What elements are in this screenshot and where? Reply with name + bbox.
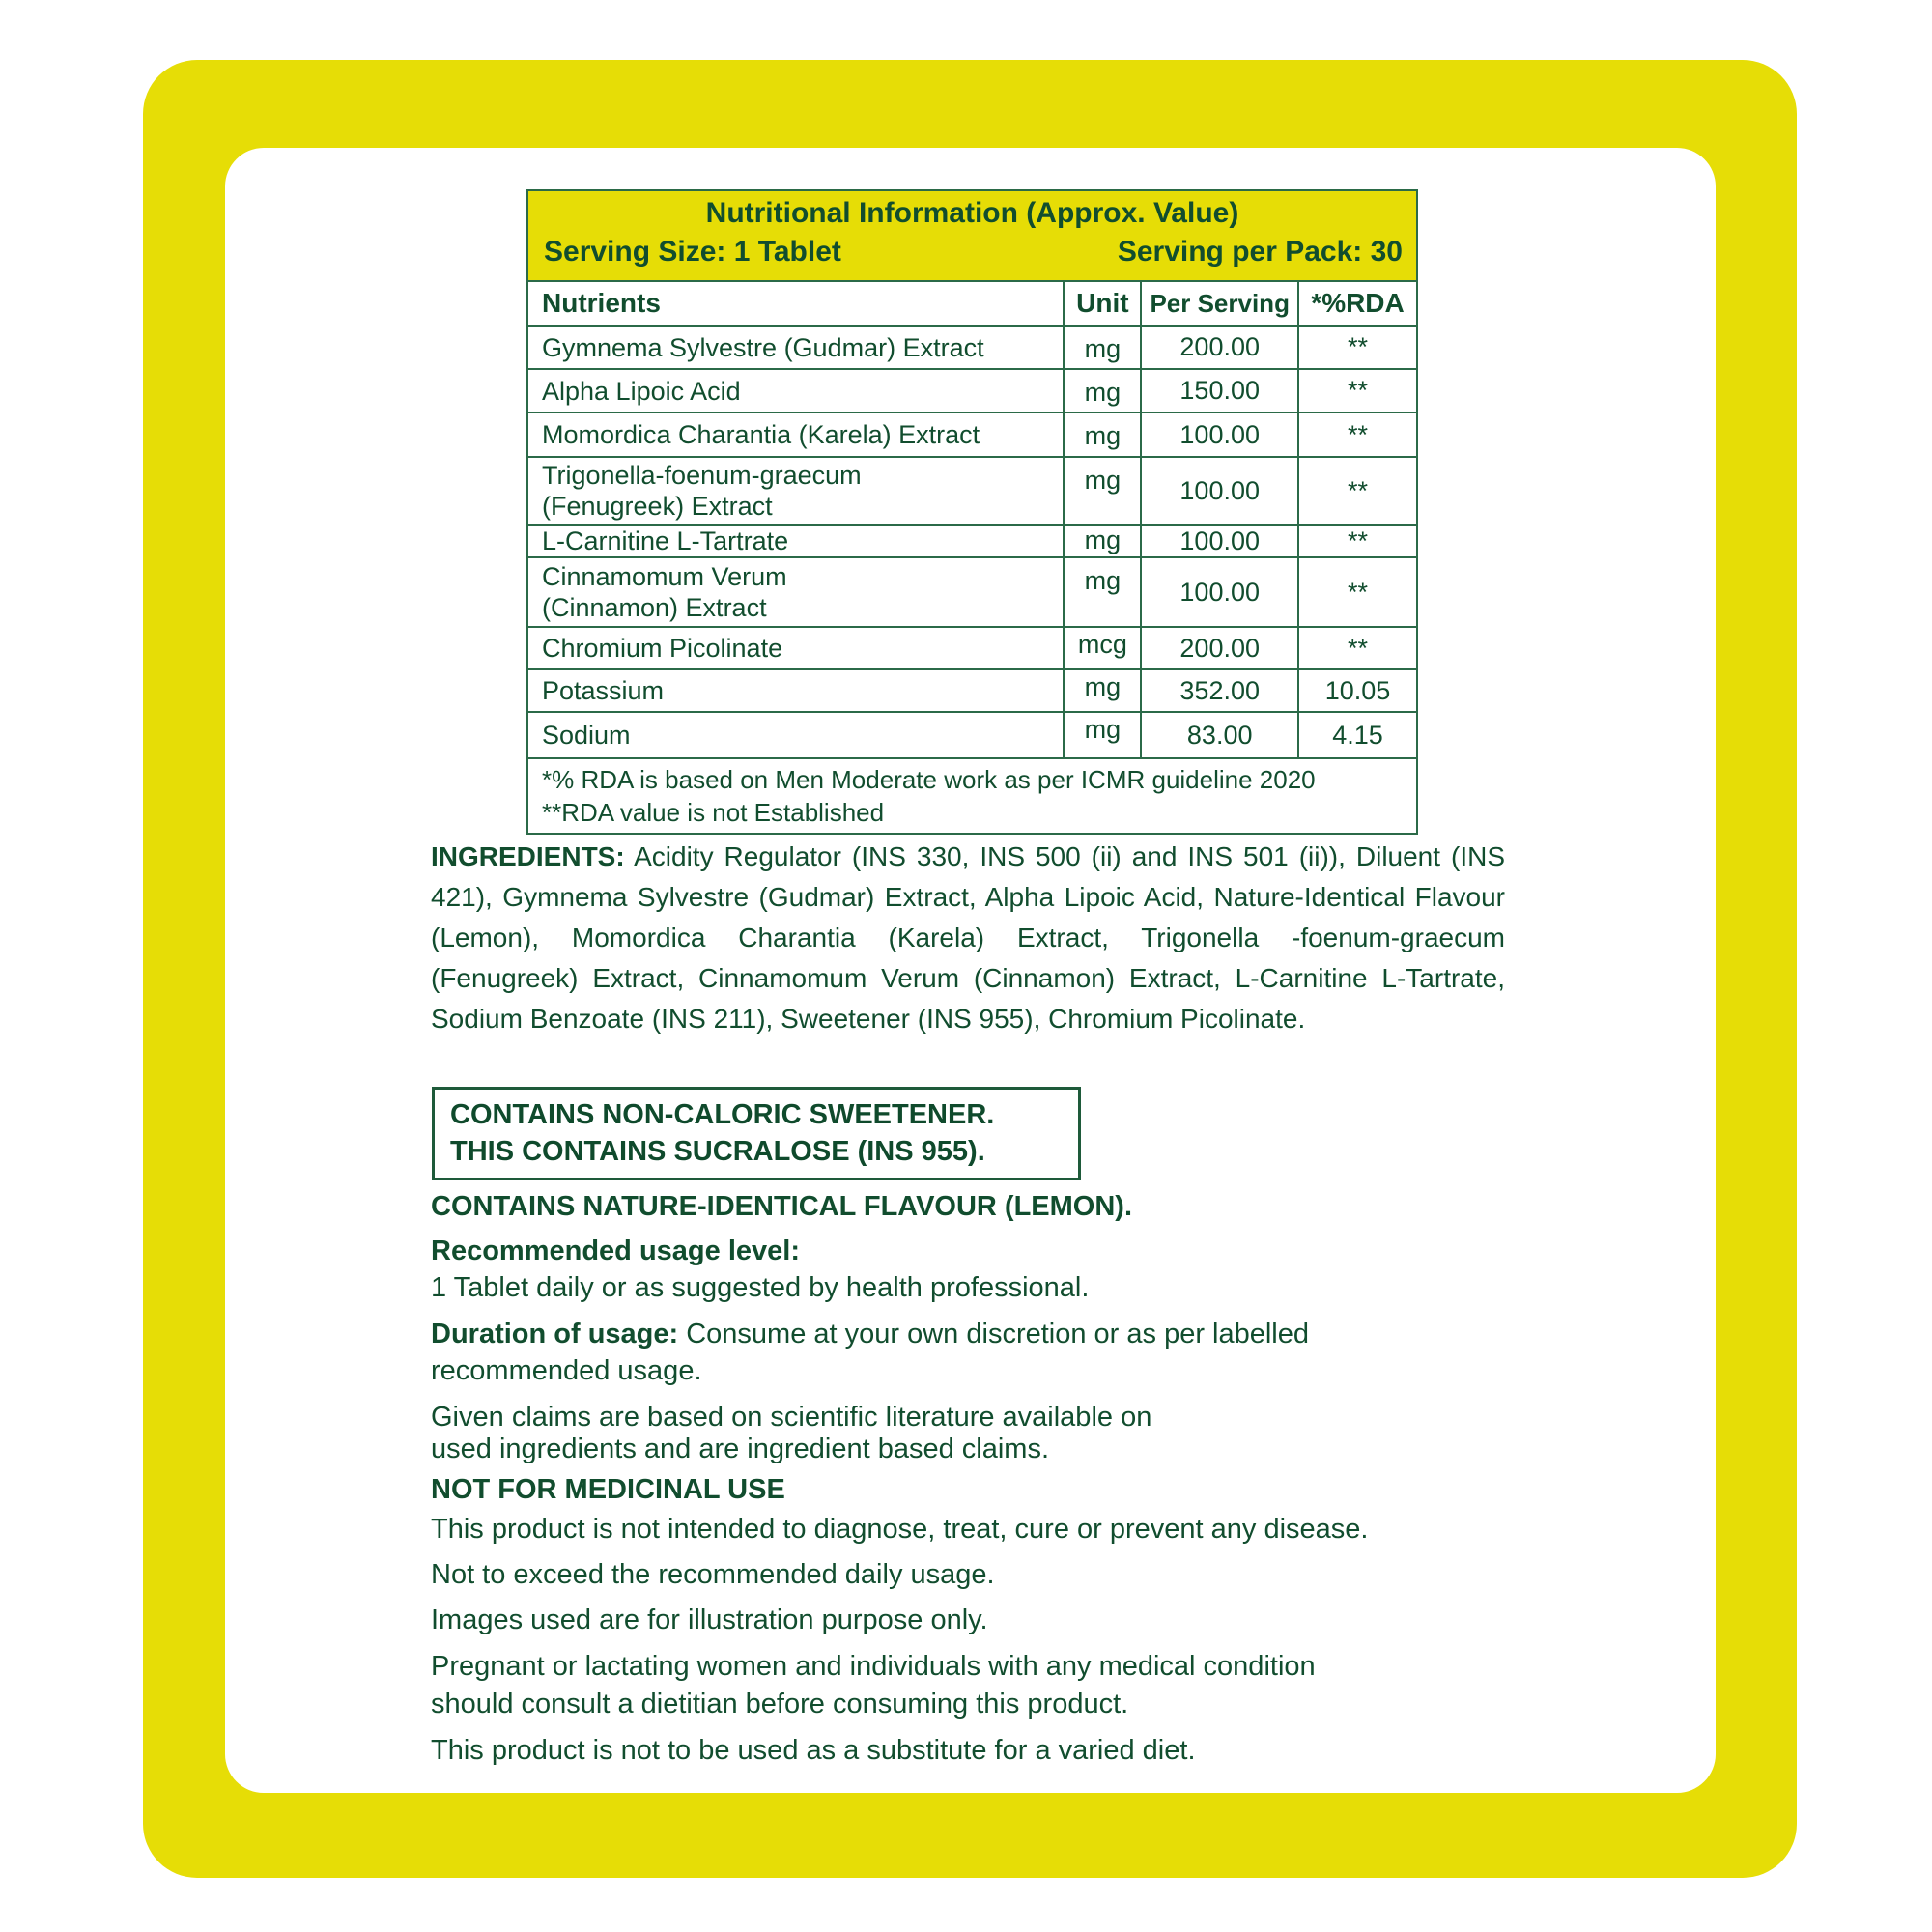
claims-line-1: Given claims are based on scientific literature available on <box>431 1402 1152 1433</box>
nutrient-rda: ** <box>1298 557 1417 627</box>
table-row <box>527 557 1417 627</box>
nutrient-name: Sodium <box>527 712 1064 758</box>
usage-text: 1 Tablet daily or as suggested by health professional. <box>431 1272 1090 1303</box>
sweetener-line-2: THIS CONTAINS SUCRALOSE (INS 955). <box>450 1136 985 1167</box>
nutrient-name: Alpha Lipoic Acid <box>527 369 1064 412</box>
nutrient-rda: ** <box>1298 369 1417 412</box>
nutrient-unit: mg <box>1064 712 1141 758</box>
nutrient-per-serving: 100.00 <box>1141 557 1298 627</box>
nutrient-rda: 10.05 <box>1298 669 1417 712</box>
nutrient-per-serving: 100.00 <box>1141 412 1298 457</box>
nutrient-name-line: (Fenugreek) Extract <box>542 492 773 521</box>
nutrient-rda: ** <box>1298 326 1417 369</box>
nutrient-per-serving: 352.00 <box>1141 669 1298 712</box>
table-row <box>527 669 1417 712</box>
nutrient-per-serving: 100.00 <box>1141 525 1298 557</box>
disclaimer-4-line-1: Pregnant or lactating women and individuals with any medical condition <box>431 1651 1316 1682</box>
nutrient-per-serving: 100.00 <box>1141 457 1298 525</box>
nutrient-unit: mg <box>1064 369 1141 412</box>
nutrient-rda: ** <box>1298 627 1417 669</box>
col-unit: Unit <box>1064 281 1141 326</box>
nutrient-rda: ** <box>1298 525 1417 557</box>
claims-line-2: used ingredients and are ingredient based claims. <box>431 1434 1050 1464</box>
nutrient-name-line: Trigonella-foenum-graecum <box>542 461 862 490</box>
nutrient-unit: mg <box>1064 412 1141 457</box>
nutrition-header <box>527 190 1417 281</box>
table-row <box>527 712 1417 758</box>
table-row <box>527 326 1417 369</box>
nutrition-table <box>526 189 1418 835</box>
col-nutrients: Nutrients <box>527 281 1064 326</box>
table-row <box>527 627 1417 669</box>
nutrient-unit: mcg <box>1064 627 1141 669</box>
nutrient-rda: ** <box>1298 412 1417 457</box>
serving-size: Serving Size: 1 Tablet <box>544 236 841 268</box>
ingredients-text: Acidity Regulator (INS 330, INS 500 (ii) and INS 501 (ii)), Diluent (INS 421), Gymnema Sylvestre (Gudmar) Extract, Alpha Lipoic Acid, Nature-Identical Flavour (Lemon), Momordica Charantia (Karela) Extract, Trigonella -foenum-graecum (Fenugreek) Extract, Cinnamomum Verum (Cinnamon) Extract, L-Carnitine L-Tartrate, Sodium Benzoate (INS 211), Sweetener (INS 955), Chromium Picolinate. <box>431 841 1505 1034</box>
nutrient-name <box>527 457 1064 525</box>
nutrient-per-serving: 200.00 <box>1141 326 1298 369</box>
flavour-statement: CONTAINS NATURE-IDENTICAL FLAVOUR (LEMON). <box>431 1191 1133 1222</box>
sweetener-warning-box <box>432 1087 1081 1180</box>
nutrient-name-line: (Cinnamon) Extract <box>542 593 767 622</box>
nutrient-name-line: Cinnamomum Verum <box>542 562 787 591</box>
nutrient-per-serving: 83.00 <box>1141 712 1298 758</box>
nutrition-title: Nutritional Information (Approx. Value) <box>705 197 1239 229</box>
ingredients-paragraph <box>431 837 1505 1039</box>
footnote-rda-basis: *% RDA is based on Men Moderate work as per ICMR guideline 2020 <box>542 765 1316 794</box>
nutrient-unit: mg <box>1064 326 1141 369</box>
nutrient-per-serving: 200.00 <box>1141 627 1298 669</box>
nutrient-name: Chromium Picolinate <box>527 627 1064 669</box>
nutrient-unit: mg <box>1064 525 1141 557</box>
table-header-row <box>527 281 1417 326</box>
nutrient-name: Momordica Charantia (Karela) Extract <box>527 412 1064 457</box>
not-for-medicinal-use: NOT FOR MEDICINAL USE <box>431 1474 785 1505</box>
disclaimer-5: This product is not to be used as a substitute for a varied diet. <box>431 1735 1196 1766</box>
duration-text-2: recommended usage. <box>431 1355 702 1386</box>
footnote-rda-not-established: **RDA value is not Established <box>542 798 885 827</box>
nutrient-unit: mg <box>1064 457 1141 525</box>
sweetener-line-1: CONTAINS NON-CALORIC SWEETENER. <box>450 1099 995 1130</box>
nutrient-per-serving: 150.00 <box>1141 369 1298 412</box>
table-row <box>527 525 1417 557</box>
duration-of-usage <box>431 1316 1542 1352</box>
nutrient-unit: mg <box>1064 557 1141 627</box>
nutrient-unit: mg <box>1064 669 1141 712</box>
duration-text-1: Consume at your own discretion or as per labelled <box>678 1319 1310 1350</box>
table-row <box>527 457 1417 525</box>
duration-label: Duration of usage: <box>431 1319 679 1350</box>
nutrient-name: Potassium <box>527 669 1064 712</box>
disclaimer-1: This product is not intended to diagnose, treat, cure or prevent any disease. <box>431 1514 1369 1545</box>
disclaimer-2: Not to exceed the recommended daily usage. <box>431 1559 995 1590</box>
col-per-serving: Per Serving <box>1141 281 1298 326</box>
rda-footnote <box>527 758 1417 834</box>
ingredients-label: INGREDIENTS: <box>431 841 625 871</box>
nutrient-rda: ** <box>1298 457 1417 525</box>
col-rda: *%RDA <box>1298 281 1417 326</box>
nutrient-name: Gymnema Sylvestre (Gudmar) Extract <box>527 326 1064 369</box>
table-row <box>527 369 1417 412</box>
nutrient-name <box>527 557 1064 627</box>
nutrient-rda: 4.15 <box>1298 712 1417 758</box>
usage-label: Recommended usage level: <box>431 1236 800 1266</box>
footnote-row <box>527 758 1417 834</box>
disclaimer-4-line-2: should consult a dietitian before consuming this product. <box>431 1689 1129 1719</box>
serving-per-pack: Serving per Pack: 30 <box>1117 236 1403 268</box>
table-row <box>527 412 1417 457</box>
disclaimer-3: Images used are for illustration purpose only. <box>431 1605 988 1635</box>
nutrient-name: L-Carnitine L-Tartrate <box>527 525 1064 557</box>
